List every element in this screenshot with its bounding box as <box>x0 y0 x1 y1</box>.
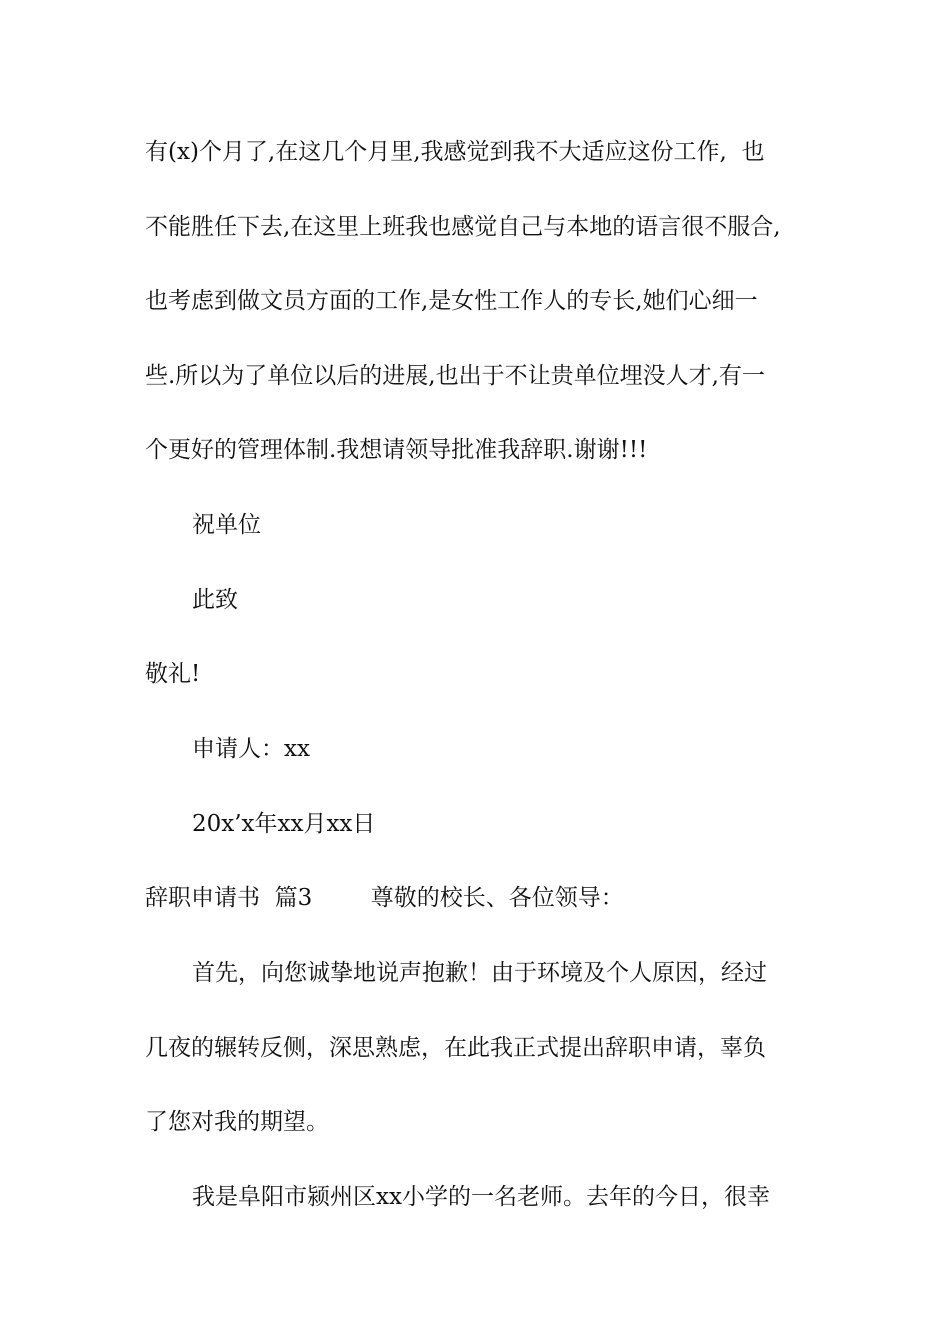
paragraph-line: 我是阜阳市颍州区xx小学的一名老师。去年的今日，很幸 <box>192 1184 770 1210</box>
paragraph-line: 些.所以为了单位以后的进展,也出于不让贵单位埋没人才,有一 <box>145 363 765 389</box>
paragraph-line: 也考虑到做文员方面的工作,是女性工作人的专长,她们心细一 <box>145 288 758 314</box>
salutation-line: 敬礼! <box>145 661 201 687</box>
paragraph-line: 首先，向您诚挚地说声抱歉！由于环境及个人原因，经过 <box>192 960 767 986</box>
date-line: 20x’x年xx月xx日 <box>192 811 376 837</box>
paragraph-line: 个更好的管理体制.我想请领导批准我辞职.谢谢!!! <box>145 437 648 463</box>
applicant-line: 申请人：xx <box>192 736 310 762</box>
paragraph-line: 几夜的辗转反侧，深思熟虑，在此我正式提出辞职申请，辜负 <box>145 1035 766 1061</box>
section-heading: 辞职申请书 篇3 尊敬的校长、各位领导： <box>145 885 624 911</box>
paragraph-line: 有(x)个月了,在这几个月里,我感觉到我不大适应这份工作, 也 <box>145 139 765 165</box>
paragraph-line: 不能胜任下去,在这里上班我也感觉自己与本地的语言很不服合, <box>145 214 781 240</box>
paragraph-line: 了您对我的期望。 <box>145 1109 329 1135</box>
closing-line: 此致 <box>192 587 238 613</box>
greeting-line: 祝单位 <box>192 512 261 538</box>
